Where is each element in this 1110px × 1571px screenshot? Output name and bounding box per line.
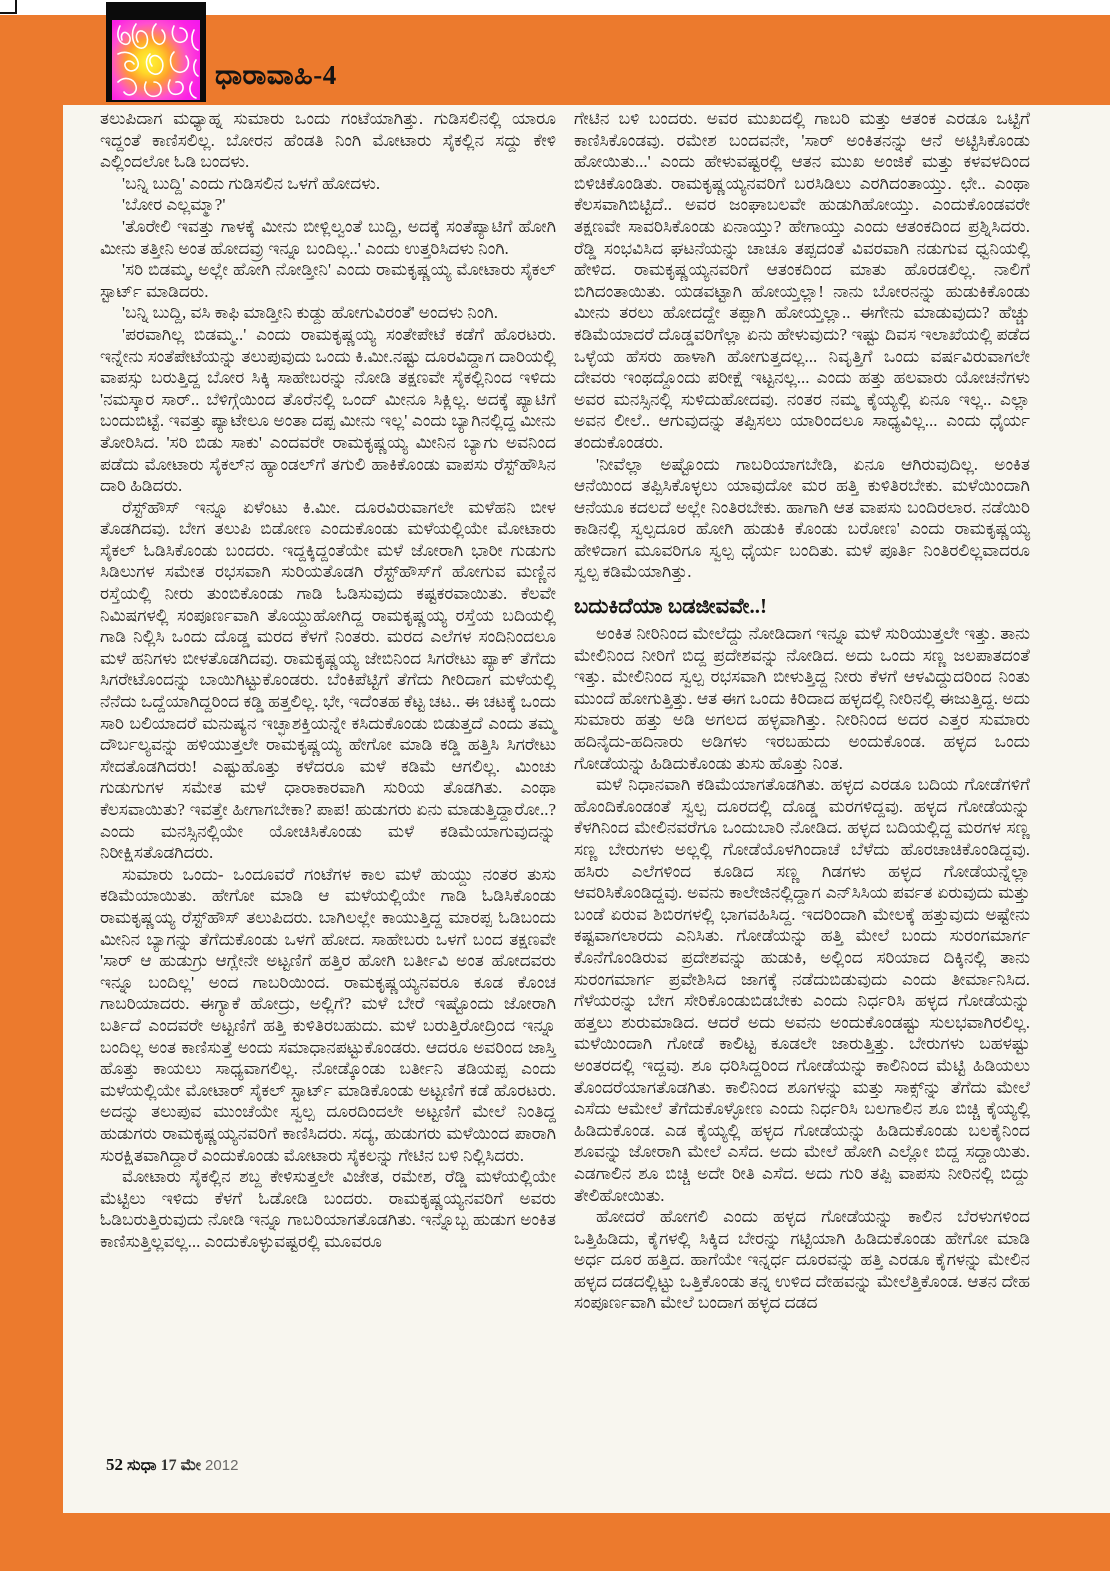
issue-date: 17 ಮೇ [160, 1457, 202, 1474]
paragraph: ಅಂಕಿತ ನೀರಿನಿಂದ ಮೇಲೆದ್ದು ನೋಡಿದಾಗ ಇನ್ನೂ ಮಳೆ ಸುರಿಯುತ್ತಲೇ ಇತ್ತು. ತಾನು ಮೇಲಿನಿಂದ ನೀರಿಗೆ ಬಿದ್ದ ಪ್ರದೇಶವನ್ನು ನೋಡಿದ. ಅದು ಒಂದು ಸಣ್ಣ ಜಲಪಾತದಂತೆ ಇತ್ತು. ಮೇಲಿನಿಂದ ಸ್ವಲ್ಪ ರಭಸವಾಗಿ ಬೀಳುತ್ತಿದ್ದ ನೀರು ಕೆಳಗೆ ಆಳವಿದ್ದುದರಿಂದ ನಿಂತು ಮುಂದೆ ಹೋಗುತ್ತಿತ್ತು. ಆತ ಈಗ ಒಂದು ಕಿರಿದಾದ ಹಳ್ಳದಲ್ಲಿ ನೀರಿನಲ್ಲಿ ಈಜುತ್ತಿದ್ದ. ಅದು ಸುಮಾರು ಹತ್ತು ಅಡಿ ಅಗಲದ ಹಳ್ಳವಾಗಿತ್ತು. ನೀರಿನಿಂದ ಅದರ ಎತ್ತರ ಸುಮಾರು ಹದಿನೈದು-ಹದಿನಾರು ಅಡಿಗಳು ಇರಬಹುದು ಅಂದುಕೊಂಡ. ಹಳ್ಳದ ಒಂದು ಗೋಡೆಯನ್ನು ಹಿಡಿದುಕೊಂಡು ತುಸು ಹೊತ್ತು ನಿಂತ. [574, 624, 1030, 773]
magazine-name: ಸುಧಾ [127, 1457, 157, 1474]
paragraph: 'ಬೋರ ಎಲ್ಲಮ್ಮಾ?' [122, 195, 226, 215]
paragraph: ತಲುಪಿದಾಗ ಮಧ್ಯಾಹ್ನ ಸುಮಾರು ಒಂದು ಗಂಟೆಯಾಗಿತ್ತು. ಗುಡಿಸಲಿನಲ್ಲಿ ಯಾರೂ ಇದ್ದಂತೆ ಕಾಣಿಸಲಿಲ್ಲ. ಬೋರನ ಹೆಂಡತಿ ನಿಂಗಿ ಮೋಟಾರು ಸೈಕಲ್ಲಿನ ಸದ್ದು ಕೇಳಿ ಎಲ್ಲಿಂದಲೋ ಓಡಿ ಬಂದಳು. [100, 109, 556, 172]
page-number: 52 [106, 1455, 123, 1474]
left-orange-border [0, 105, 63, 1513]
fractal-contour-logo-icon [112, 20, 200, 100]
paragraph: ಸುಮಾರು ಒಂದು- ಒಂದೂವರೆ ಗಂಟೆಗಳ ಕಾಲ ಮಳೆ ಹುಯ್ದು ನಂತರ ತುಸು ಕಡಿಮೆಯಾಯಿತು. ಹೇಗೋ ಮಾಡಿ ಆ ಮಳೆಯಲ್ಲಿಯೇ ಗಾಡಿ ಓಡಿಸಿಕೊಂಡು ರಾಮಕೃಷ್ಣಯ್ಯ ರೆಸ್ಟ್‌ಹೌಸ್ ತಲುಪಿದರು. ಬಾಗಿಲಲ್ಲೇ ಕಾಯುತ್ತಿದ್ದ ಮಾರಪ್ಪ ಓಡಿಬಂದು ಮೀನಿನ ಬ್ಯಾಗನ್ನು ತೆಗೆದುಕೊಂಡು ಒಳಗೆ ಹೋದ. ಸಾಹೇಬರು ಒಳಗೆ ಬಂದ ತಕ್ಷಣವೇ 'ಸಾರ್ ಆ ಹುಡುಗ್ರು ಆಗ್ಲೇನೇ ಅಟ್ಟಣಿಗೆ ಹತ್ತಿರ ಹೋಗಿ ಬರ್ತೀವಿ ಅಂತ ಹೋದವರು ಇನ್ನೂ ಬಂದಿಲ್ಲ' ಅಂದ ಗಾಬರಿಯಿಂದ. ರಾಮಕೃಷ್ಣಯ್ಯನವರೂ ಕೂಡ ಕೊಂಚ ಗಾಬರಿಯಾದರು. ಈಗ್ಯಾಕೆ ಹೋದ್ರು, ಅಲ್ಲಿಗೆ? ಮಳೆ ಬೇರೆ ಇಷ್ಟೊಂದು ಜೋರಾಗಿ ಬರ್ತಿದೆ ಎಂದವರೇ ಅಟ್ಟಣಿಗೆ ಹತ್ತಿ ಕುಳಿತಿರಬಹುದು. ಮಳೆ ಬರುತ್ತಿರೋದ್ರಿಂದ ಇನ್ನೂ ಬಂದಿಲ್ಲ ಅಂತ ಕಾಣಿಸುತ್ತೆ ಅಂದು ಸಮಾಧಾನಪಟ್ಟುಕೊಂಡರು. ಆದರೂ ಅವರಿಂದ ಜಾಸ್ತಿ ಹೊತ್ತು ಕಾಯಲು ಸಾಧ್ಯವಾಗಲಿಲ್ಲ. ನೋಡ್ಕೊಂಡು ಬರ್ತೀನಿ ತಡಿಯಪ್ಪ ಎಂದು ಮಳೆಯಲ್ಲಿಯೇ ಮೋಟಾರ್ ಸೈಕಲ್ ಸ್ಟಾರ್ಟ್ ಮಾಡಿಕೊಂಡು ಅಟ್ಟಣಿಗೆ ಕಡೆ ಹೊರಟರು. ಅದನ್ನು ತಲುಪುವ ಮುಂಚೆಯೇ ಸ್ವಲ್ಪ ದೂರದಿಂದಲೇ ಅಟ್ಟಣಿಗೆ ಮೇಲೆ ನಿಂತಿದ್ದ ಹುಡುಗರು ರಾಮಕೃಷ್ಣಯ್ಯನವರಿಗೆ ಕಾಣಿಸಿದರು. ಸದ್ಯ, ಹುಡುಗರು ಮಳೆಯಿಂದ ಪಾರಾಗಿ ಸುರಕ್ಷಿತವಾಗಿದ್ದಾರೆ ಎಂದುಕೊಂಡು ಮೋಟಾರು ಸೈಕಲನ್ನು ಗೇಟಿನ ಬಳಿ ನಿಲ್ಲಿಸಿದರು. [100, 864, 556, 1165]
fractal-contour-lines [112, 20, 200, 100]
corner-crop-mark [0, 0, 17, 14]
paragraph: 'ತೊರೇಲಿ ಇವತ್ತು ಗಾಳಕ್ಕೆ ಮೀನು ಬೀಳ್ಲಿಲ್ವಂತೆ ಬುದ್ದಿ, ಅದಕ್ಕೆ ಸಂತೆಪ್ಯಾಟಿಗೆ ಹೋಗಿ ಮೀನು ತತ್ತೀನಿ ಅಂತ ಹೋದವ್ರು ಇನ್ನೂ ಬಂದಿಲ್ಲ..' ಎಂದು ಉತ್ತರಿಸಿದಳು ನಿಂಗಿ. [100, 216, 556, 258]
paragraph: 'ಪರವಾಗಿಲ್ಲ ಬಿಡಮ್ಮ..' ಎಂದು ರಾಮಕೃಷ್ಣಯ್ಯ ಸಂತೇಪೇಟೆ ಕಡೆಗೆ ಹೊರಟರು. ಇನ್ನೇನು ಸಂತೆಪೇಟೆಯನ್ನು ತಲುಪುವುದು ಒಂದು ಕಿ.ಮೀ.ನಷ್ಟು ದೂರವಿದ್ದಾಗ ದಾರಿಯಲ್ಲಿ ವಾಪಸ್ಸು ಬರುತ್ತಿದ್ದ ಬೋರ ಸಿಕ್ಕಿ ಸಾಹೇಬರನ್ನು ನೋಡಿ ತಕ್ಷಣವೇ ಸೈಕಲ್ಲಿನಿಂದ ಇಳಿದು 'ನಮಸ್ಕಾರ ಸಾರ್.. ಬೆಳಿಗ್ಗೆಯಿಂದ ತೊರೆನಲ್ಲಿ ಒಂದ್ ಮೀನೂ ಸಿಕ್ಲಿಲ್ಲ. ಅದಕ್ಕೆ ಪ್ಯಾಟಿಗೆ ಬಂದುಬಿಟ್ಟೆ. ಇವತ್ತು ಪ್ಯಾಟೇಲೂ ಅಂತಾ ದಪ್ಪ ಮೀನು ಇಲ್ಲ' ಎಂದು ಬ್ಯಾಗಿನಲ್ಲಿದ್ದ ಮೀನು ತೋರಿಸಿದ. 'ಸರಿ ಬಿಡು ಸಾಕು' ಎಂದವರೇ ರಾಮಕೃಷ್ಣಯ್ಯ ಮೀನಿನ ಬ್ಯಾಗು ಅವನಿಂದ ಪಡೆದು ಮೋಟಾರು ಸೈಕಲ್‌ನ ಹ್ಯಾಂಡಲ್‌ಗೆ ತಗುಲಿ ಹಾಕಿಕೊಂಡು ವಾಪಸು ರೆಸ್ಟ್‌ಹೌಸಿನ ದಾರಿ ಹಿಡಿದರು. [100, 324, 556, 496]
text-column-1 [100, 108, 556, 1448]
serial-title: ಧಾರಾವಾಹಿ-4 [215, 60, 337, 90]
paragraph: ಗೇಟಿನ ಬಳಿ ಬಂದರು. ಅವರ ಮುಖದಲ್ಲಿ ಗಾಬರಿ ಮತ್ತು ಆತಂಕ ಎರಡೂ ಒಟ್ಟಿಗೆ ಕಾಣಿಸಿಕೊಂಡವು. ರಮೇಶ ಬಂದವನೇ, 'ಸಾರ್ ಅಂಕಿತನನ್ನು ಆನೆ ಅಟ್ಟಿಸಿಕೊಂಡು ಹೋಯಿತು...' ಎಂದು ಹೇಳುವಷ್ಟರಲ್ಲಿ ಆತನ ಮುಖ ಅಂಜಿಕೆ ಮತ್ತು ಕಳವಳದಿಂದ ಬಿಳಿಚಿಕೊಂಡಿತು. ರಾಮಕೃಷ್ಣಯ್ಯನವರಿಗೆ ಬರಸಿಡಿಲು ಎರಗಿದಂತಾಯ್ತು. ಛೇ.. ಎಂಥಾ ಕೆಲಸವಾಗಿಬಿಟ್ಟಿದೆ.. ಅವರ ಜಂಘಾಬಲವೇ ಹುಡುಗಿಹೋಯ್ತು. ಎಂದುಕೊಂಡವರೇ ತಕ್ಷಣವೇ ಸಾವರಿಸಿಕೊಂಡು ಏನಾಯ್ತು? ಹೇಗಾಯ್ತು ಎಂದು ಆತಂಕದಿಂದ ಪ್ರಶ್ನಿಸಿದರು. ರೆಡ್ಡಿ ಸಂಭವಿಸಿದ ಘಟನೆಯನ್ನು ಚಾಚೂ ತಪ್ಪದಂತೆ ವಿವರವಾಗಿ ನಡುಗುವ ಧ್ವನಿಯಲ್ಲಿ ಹೇಳಿದ. ರಾಮಕೃಷ್ಣಯ್ಯನವರಿಗೆ ಆತಂಕದಿಂದ ಮಾತು ಹೊರಡಲಿಲ್ಲ. ನಾಲಿಗೆ ಬಿಗಿದಂತಾಯಿತು. ಯಡವಟ್ಟಾಗಿ ಹೋಯ್ತಲ್ಲಾ! ನಾನು ಬೋರನನ್ನು ಹುಡುಕಿಕೊಂಡು ಮೀನು ತರಲು ಹೋದದ್ದೇ ತಪ್ಪಾಗಿ ಹೋಯ್ತಲ್ಲಾ.. ಈಗೇನು ಮಾಡುವುದು? ಹೆಚ್ಚು ಕಡಿಮೆಯಾದರೆ ದೊಡ್ಡವರಿಗೆಲ್ಲಾ ಏನು ಹೇಳುವುದು? ಇಷ್ಟು ದಿವಸ ಇಲಾಖೆಯಲ್ಲಿ ಪಡೆದ ಒಳ್ಳೆಯ ಹೆಸರು ಹಾಳಾಗಿ ಹೋಗುತ್ತದಲ್ಲ... ನಿವೃತ್ತಿಗೆ ಒಂದು ವರ್ಷವಿರುವಾಗಲೇ ದೇವರು ಇಂಥದ್ದೊಂದು ಪರೀಕ್ಷೆ ಇಟ್ಟನಲ್ಲ... ಎಂದು ಹತ್ತು ಹಲವಾರು ಯೋಚನೆಗಳು ಅವರ ಮನಸ್ಸಿನಲ್ಲಿ ಸುಳಿದುಹೋದವು. ನಂತರ ನಮ್ಮ ಕೈಯ್ಯಲ್ಲಿ ಏನೂ ಇಲ್ಲ.. ಎಲ್ಲಾ ಅವನ ಲೀಲೆ.. ಆಗುವುದನ್ನು ತಪ್ಪಿಸಲು ಯಾರಿಂದಲೂ ಸಾಧ್ಯವಿಲ್ಲ... ಎಂದು ಧೈರ್ಯ ತಂದುಕೊಂಡರು. [574, 109, 1030, 452]
text-column-2 [574, 108, 1030, 1448]
paragraph: 'ಬನ್ನಿ ಬುದ್ದಿ, ವಸಿ ಕಾಫಿ ಮಾಡ್ತೀನಿ ಕುಡ್ದು ಹೋಗುವಿರಂತೆ' ಅಂದಳು ನಿಂಗಿ. [122, 303, 498, 323]
page-footer [106, 1455, 238, 1475]
section-subhead: ಬದುಕಿದೆಯಾ ಬಡಜೀವವೇ..! [574, 594, 767, 619]
bottom-orange-border [0, 1513, 1110, 1571]
issue-year: 2012 [205, 1457, 239, 1474]
paragraph: ಹೋದರೆ ಹೋಗಲಿ ಎಂದು ಹಳ್ಳದ ಗೋಡೆಯನ್ನು ಕಾಲಿನ ಬೆರಳುಗಳಿಂದ ಒತ್ತಿಹಿಡಿದು, ಕೈಗಳಲ್ಲಿ ಸಿಕ್ಕಿದ ಬೇರನ್ನು ಗಟ್ಟಿಯಾಗಿ ಹಿಡಿದುಕೊಂಡು ಹೇಗೋ ಮಾಡಿ ಅರ್ಧ ದೂರ ಹತ್ತಿದ. ಹಾಗೆಯೇ ಇನ್ನರ್ಧ ದೂರವನ್ನು ಹತ್ತಿ ಎರಡೂ ಕೈಗಳನ್ನು ಮೇಲಿನ ಹಳ್ಳದ ದಡದಲ್ಲಿಟ್ಟು ಒತ್ತಿಕೊಂಡು ತನ್ನ ಉಳಿದ ದೇಹವನ್ನು ಮೇಲೆತ್ತಿಕೊಂಡ. ಆತನ ದೇಹ ಸಂಪೂರ್ಣವಾಗಿ ಮೇಲೆ ಬಂದಾಗ ಹಳ್ಳದ ದಡದ [574, 1207, 1030, 1313]
paragraph: 'ನೀವೆಲ್ಲಾ ಅಷ್ಟೊಂದು ಗಾಬರಿಯಾಗಬೇಡಿ, ಏನೂ ಆಗಿರುವುದಿಲ್ಲ. ಅಂಕಿತ ಆನೆಯಿಂದ ತಪ್ಪಿಸಿಕೊಳ್ಳಲು ಯಾವುದೋ ಮರ ಹತ್ತಿ ಕುಳಿತಿರಬೇಕು. ಮಳೆಯಿಂದಾಗಿ ಆನೆಯೂ ಕದಲದೆ ಅಲ್ಲೇ ನಿಂತಿರಬೇಕು. ಹಾಗಾಗಿ ಆತ ವಾಪಸು ಬಂದಿರಲಾರ. ನಡೆಯಿರಿ ಕಾಡಿನಲ್ಲಿ ಸ್ವಲ್ಪದೂರ ಹೋಗಿ ಹುಡುಕಿ ಕೊಂಡು ಬರೋಣ' ಎಂದು ರಾಮಕೃಷ್ಣಯ್ಯ ಹೇಳಿದಾಗ ಮೂವರಿಗೂ ಸ್ವಲ್ಪ ಧೈರ್ಯ ಬಂದಿತು. ಮಳೆ ಪೂರ್ತಿ ನಿಂತಿರಲಿಲ್ಲವಾದರೂ ಸ್ವಲ್ಪ ಕಡಿಮೆಯಾಗಿತ್ತು. [574, 454, 1030, 582]
paragraph: ಮಳೆ ನಿಧಾನವಾಗಿ ಕಡಿಮೆಯಾಗತೊಡಗಿತು. ಹಳ್ಳದ ಎರಡೂ ಬದಿಯ ಗೋಡೆಗಳಿಗೆ ಹೊಂದಿಕೊಂಡಂತೆ ಸ್ವಲ್ಪ ದೂರದಲ್ಲಿ ದೊಡ್ಡ ಮರಗಳಿದ್ದವು. ಹಳ್ಳದ ಗೋಡೆಯನ್ನು ಕೆಳಗಿನಿಂದ ಮೇಲಿನವರೆಗೂ ಒಂದುಬಾರಿ ನೋಡಿದ. ಹಳ್ಳದ ಬದಿಯಲ್ಲಿದ್ದ ಮರಗಳ ಸಣ್ಣ ಸಣ್ಣ ಬೇರುಗಳು ಅಲ್ಲಲ್ಲಿ ಗೋಡೆಯೊಳಗಿಂದಾಚೆ ಬೆಳೆದು ಹೊರಚಾಚಿಕೊಂಡಿದ್ದವು. ಹಸಿರು ಎಲೆಗಳಿಂದ ಕೂಡಿದ ಸಣ್ಣ ಗಿಡಗಳು ಹಳ್ಳದ ಗೋಡೆಯನ್ನೆಲ್ಲಾ ಆವರಿಸಿಕೊಂಡಿದ್ದವು. ಅವನು ಕಾಲೇಜಿನಲ್ಲಿದ್ದಾಗ ಎನ್‌ಸಿಸಿಯ ಪರ್ವತ ಏರುವುದು ಮತ್ತು ಬಂಡೆ ಏರುವ ಶಿಬಿರಗಳಲ್ಲಿ ಭಾಗವಹಿಸಿದ್ದ. ಇದರಿಂದಾಗಿ ಮೇಲಕ್ಕೆ ಹತ್ತುವುದು ಅಷ್ಟೇನು ಕಷ್ಟವಾಗಲಾರದು ಎನಿಸಿತು. ಗೋಡೆಯನ್ನು ಹತ್ತಿ ಮೇಲೆ ಬಂದು ಸುರಂಗಮಾರ್ಗ ಕೊನೆಗೊಂಡಿರುವ ಪ್ರದೇಶವನ್ನು ಹುಡುಕಿ, ಅಲ್ಲಿಂದ ಸರಿಯಾದ ದಿಕ್ಕಿನಲ್ಲಿ ತಾನು ಸುರಂಗಮಾರ್ಗ ಪ್ರವೇಶಿಸಿದ ಜಾಗಕ್ಕೆ ನಡೆದುಬಿಡುವುದು ಎಂದು ತೀರ್ಮಾನಿಸಿದ. ಗೆಳೆಯರನ್ನು ಬೇಗ ಸೇರಿಕೊಂಡುಬಿಡಬೇಕು ಎಂದು ನಿರ್ಧರಿಸಿ ಹಳ್ಳದ ಗೋಡೆಯನ್ನು ಹತ್ತಲು ಶುರುಮಾಡಿದ. ಆದರೆ ಅದು ಅವನು ಅಂದುಕೊಂಡಷ್ಟು ಸುಲಭವಾಗಿರಲಿಲ್ಲ. ಮಳೆಯಿಂದಾಗಿ ಗೋಡೆ ಕಾಲಿಟ್ಟ ಕೂಡಲೇ ಜಾರುತ್ತಿತ್ತು. ಬೇರುಗಳು ಬಹಳಷ್ಟು ಅಂತರದಲ್ಲಿ ಇದ್ದವು. ಶೂ ಧರಿಸಿದ್ದರಿಂದ ಗೋಡೆಯನ್ನು ಕಾಲಿನಿಂದ ಮೆಟ್ಟಿ ಹಿಡಿಯಲು ತೊಂದರೆಯಾಗತೊಡಗಿತು. ಕಾಲಿನಿಂದ ಶೂಗಳನ್ನು ಮತ್ತು ಸಾಕ್ಸ್‌ನ್ನು ತೆಗೆದು ಮೇಲೆ ಎಸೆದು ಆಮೇಲೆ ತೆಗೆದುಕೊಳ್ಳೋಣ ಎಂದು ನಿರ್ಧರಿಸಿ ಬಲಗಾಲಿನ ಶೂ ಬಿಚ್ಚಿ ಕೈಯ್ಯಲ್ಲಿ ಹಿಡಿದುಕೊಂಡ. ಎಡ ಕೈಯ್ಯಲ್ಲಿ ಹಳ್ಳದ ಗೋಡೆಯನ್ನು ಹಿಡಿದುಕೊಂಡು ಬಲಕೈನಿಂದ ಶೂವನ್ನು ಜೋರಾಗಿ ಮೇಲೆ ಎಸೆದ. ಅದು ಮೇಲೆ ಹೋಗಿ ಎಲ್ಲೋ ಬಿದ್ದ ಸದ್ದಾಯಿತು. ಎಡಗಾಲಿನ ಶೂ ಬಿಚ್ಚಿ ಅದೇ ರೀತಿ ಎಸೆದ. ಅದು ಗುರಿ ತಪ್ಪಿ ವಾಪಸು ನೀರಿನಲ್ಲಿ ಬಿದ್ದು ತೇಲಿಹೋಯಿತು. [574, 775, 1030, 1205]
paragraph: ರೆಸ್ಟ್‌ಹೌಸ್ ಇನ್ನೂ ಏಳೆಂಟು ಕಿ.ಮೀ. ದೂರವಿರುವಾಗಲೇ ಮಳೆಹನಿ ಬೀಳ ತೊಡಗಿದವು. ಬೇಗ ತಲುಪಿ ಬಿಡೋಣ ಎಂದುಕೊಂಡು ಮಳೆಯಲ್ಲಿಯೇ ಮೋಟಾರು ಸೈಕಲ್ ಓಡಿಸಿಕೊಂಡು ಬಂದರು. ಇದ್ದಕ್ಕಿದ್ದಂತೆಯೇ ಮಳೆ ಜೋರಾಗಿ ಭಾರೀ ಗುಡುಗು ಸಿಡಿಲುಗಳ ಸಮೇತ ರಭಸವಾಗಿ ಸುರಿಯತೊಡಗಿ ರೆಸ್ಟ್‌ಹೌಸ್‌ಗೆ ಹೋಗುವ ಮಣ್ಣಿನ ರಸ್ತೆಯಲ್ಲಿ ನೀರು ತುಂಬಿಕೊಂಡು ಗಾಡಿ ಓಡಿಸುವುದು ಕಷ್ಟಕರವಾಯಿತು. ಕೆಲವೇ ನಿಮಿಷಗಳಲ್ಲಿ ಸಂಪೂರ್ಣವಾಗಿ ತೊಯ್ದುಹೋಗಿದ್ದ ರಾಮಕೃಷ್ಣಯ್ಯ ರಸ್ತೆಯ ಬದಿಯಲ್ಲಿ ಗಾಡಿ ನಿಲ್ಲಿಸಿ ಒಂದು ದೊಡ್ಡ ಮರದ ಕೆಳಗೆ ನಿಂತರು. ಮರದ ಎಲೆಗಳ ಸಂದಿನಿಂದಲೂ ಮಳೆ ಹನಿಗಳು ಬೀಳತೊಡಗಿದವು. ರಾಮಕೃಷ್ಣಯ್ಯ ಜೇಬಿನಿಂದ ಸಿಗರೇಟು ಪ್ಯಾಕ್ ತೆಗೆದು ಸಿಗರೇಟೊಂದನ್ನು ಬಾಯಿಗಿಟ್ಟುಕೊಂಡರು. ಬೆಂಕಿಪೆಟ್ಟಿಗೆ ತೆಗೆದು ಗೀರಿದಾಗ ಮಳೆಯಲ್ಲಿ ನೆನೆದು ಒದ್ದೆಯಾಗಿದ್ದರಿಂದ ಕಡ್ಡಿ ಹತ್ತಲಿಲ್ಲ. ಭೇ, ಇದೆಂತಹ ಕೆಟ್ಟ ಚಟ.. ಈ ಚಟಕ್ಕೆ ಒಂದು ಸಾರಿ ಬಲಿಯಾದರೆ ಮನುಷ್ಯನ ಇಚ್ಛಾಶಕ್ತಿಯನ್ನೇ ಕಸಿದುಕೊಂಡು ಬಿಡುತ್ತದೆ ಎಂದು ತಮ್ಮ ದೌರ್ಬಲ್ಯವನ್ನು ಹಳಿಯುತ್ತಲೇ ರಾಮಕೃಷ್ಣಯ್ಯ ಹೇಗೋ ಮಾಡಿ ಕಡ್ಡಿ ಹತ್ತಿಸಿ ಸಿಗರೇಟು ಸೇದತೊಡಗಿದರು! ಎಷ್ಟುಹೊತ್ತು ಕಳೆದರೂ ಮಳೆ ಕಡಿಮೆ ಆಗಲಿಲ್ಲ. ಮಿಂಚು ಗುಡುಗುಗಳ ಸಮೇತ ಮಳೆ ಧಾರಾಕಾರವಾಗಿ ಸುರಿಯ ತೊಡಗಿತು. ಎಂಥಾ ಕೆಲಸವಾಯಿತು? ಇವತ್ತೇ ಹೀಗಾಗಬೇಕಾ? ಪಾಪ! ಹುಡುಗರು ಏನು ಮಾಡುತ್ತಿದ್ದಾರೋ..? ಎಂದು ಮನಸ್ಸಿನಲ್ಲಿಯೇ ಯೋಚಿಸಿಕೊಂಡು ಮಳೆ ಕಡಿಮೆಯಾಗುವುದನ್ನು ನಿರೀಕ್ಷಿಸತೊಡಗಿದರು. [100, 497, 556, 863]
paragraph: 'ಬನ್ನಿ ಬುದ್ದಿ' ಎಂದು ಗುಡಿಸಲಿನ ಒಳಗೆ ಹೋದಳು. [122, 173, 381, 193]
paragraph: ಮೋಟಾರು ಸೈಕಲ್ಲಿನ ಶಬ್ದ ಕೇಳಿಸುತ್ತಲೇ ವಿಜೇತ, ರಮೇಶ, ರೆಡ್ಡಿ ಮಳೆಯಲ್ಲಿಯೇ ಮೆಟ್ಟಿಲು ಇಳಿದು ಕೆಳಗೆ ಓಡೋಡಿ ಬಂದರು. ರಾಮಕೃಷ್ಣಯ್ಯನವರಿಗೆ ಅವರು ಓಡಿಬರುತ್ತಿರುವುದು ನೋಡಿ ಇನ್ನೂ ಗಾಬರಿಯಾಗತೊಡಗಿತು. ಇನ್ನೊಬ್ಬ ಹುಡುಗ ಅಂಕಿತ ಕಾಣಿಸುತ್ತಿಲ್ಲವಲ್ಲ... ಎಂದುಕೊಳ್ಳುವಷ್ಟರಲ್ಲಿ ಮೂವರೂ [100, 1167, 556, 1251]
paragraph: 'ಸರಿ ಬಿಡಮ್ಮ, ಅಲ್ಲೇ ಹೋಗಿ ನೋಡ್ತೀನಿ' ಎಂದು ರಾಮಕೃಷ್ಣಯ್ಯ ಮೋಟಾರು ಸೈಕಲ್ ಸ್ಟಾರ್ಟ್ ಮಾಡಿದರು. [100, 260, 556, 301]
